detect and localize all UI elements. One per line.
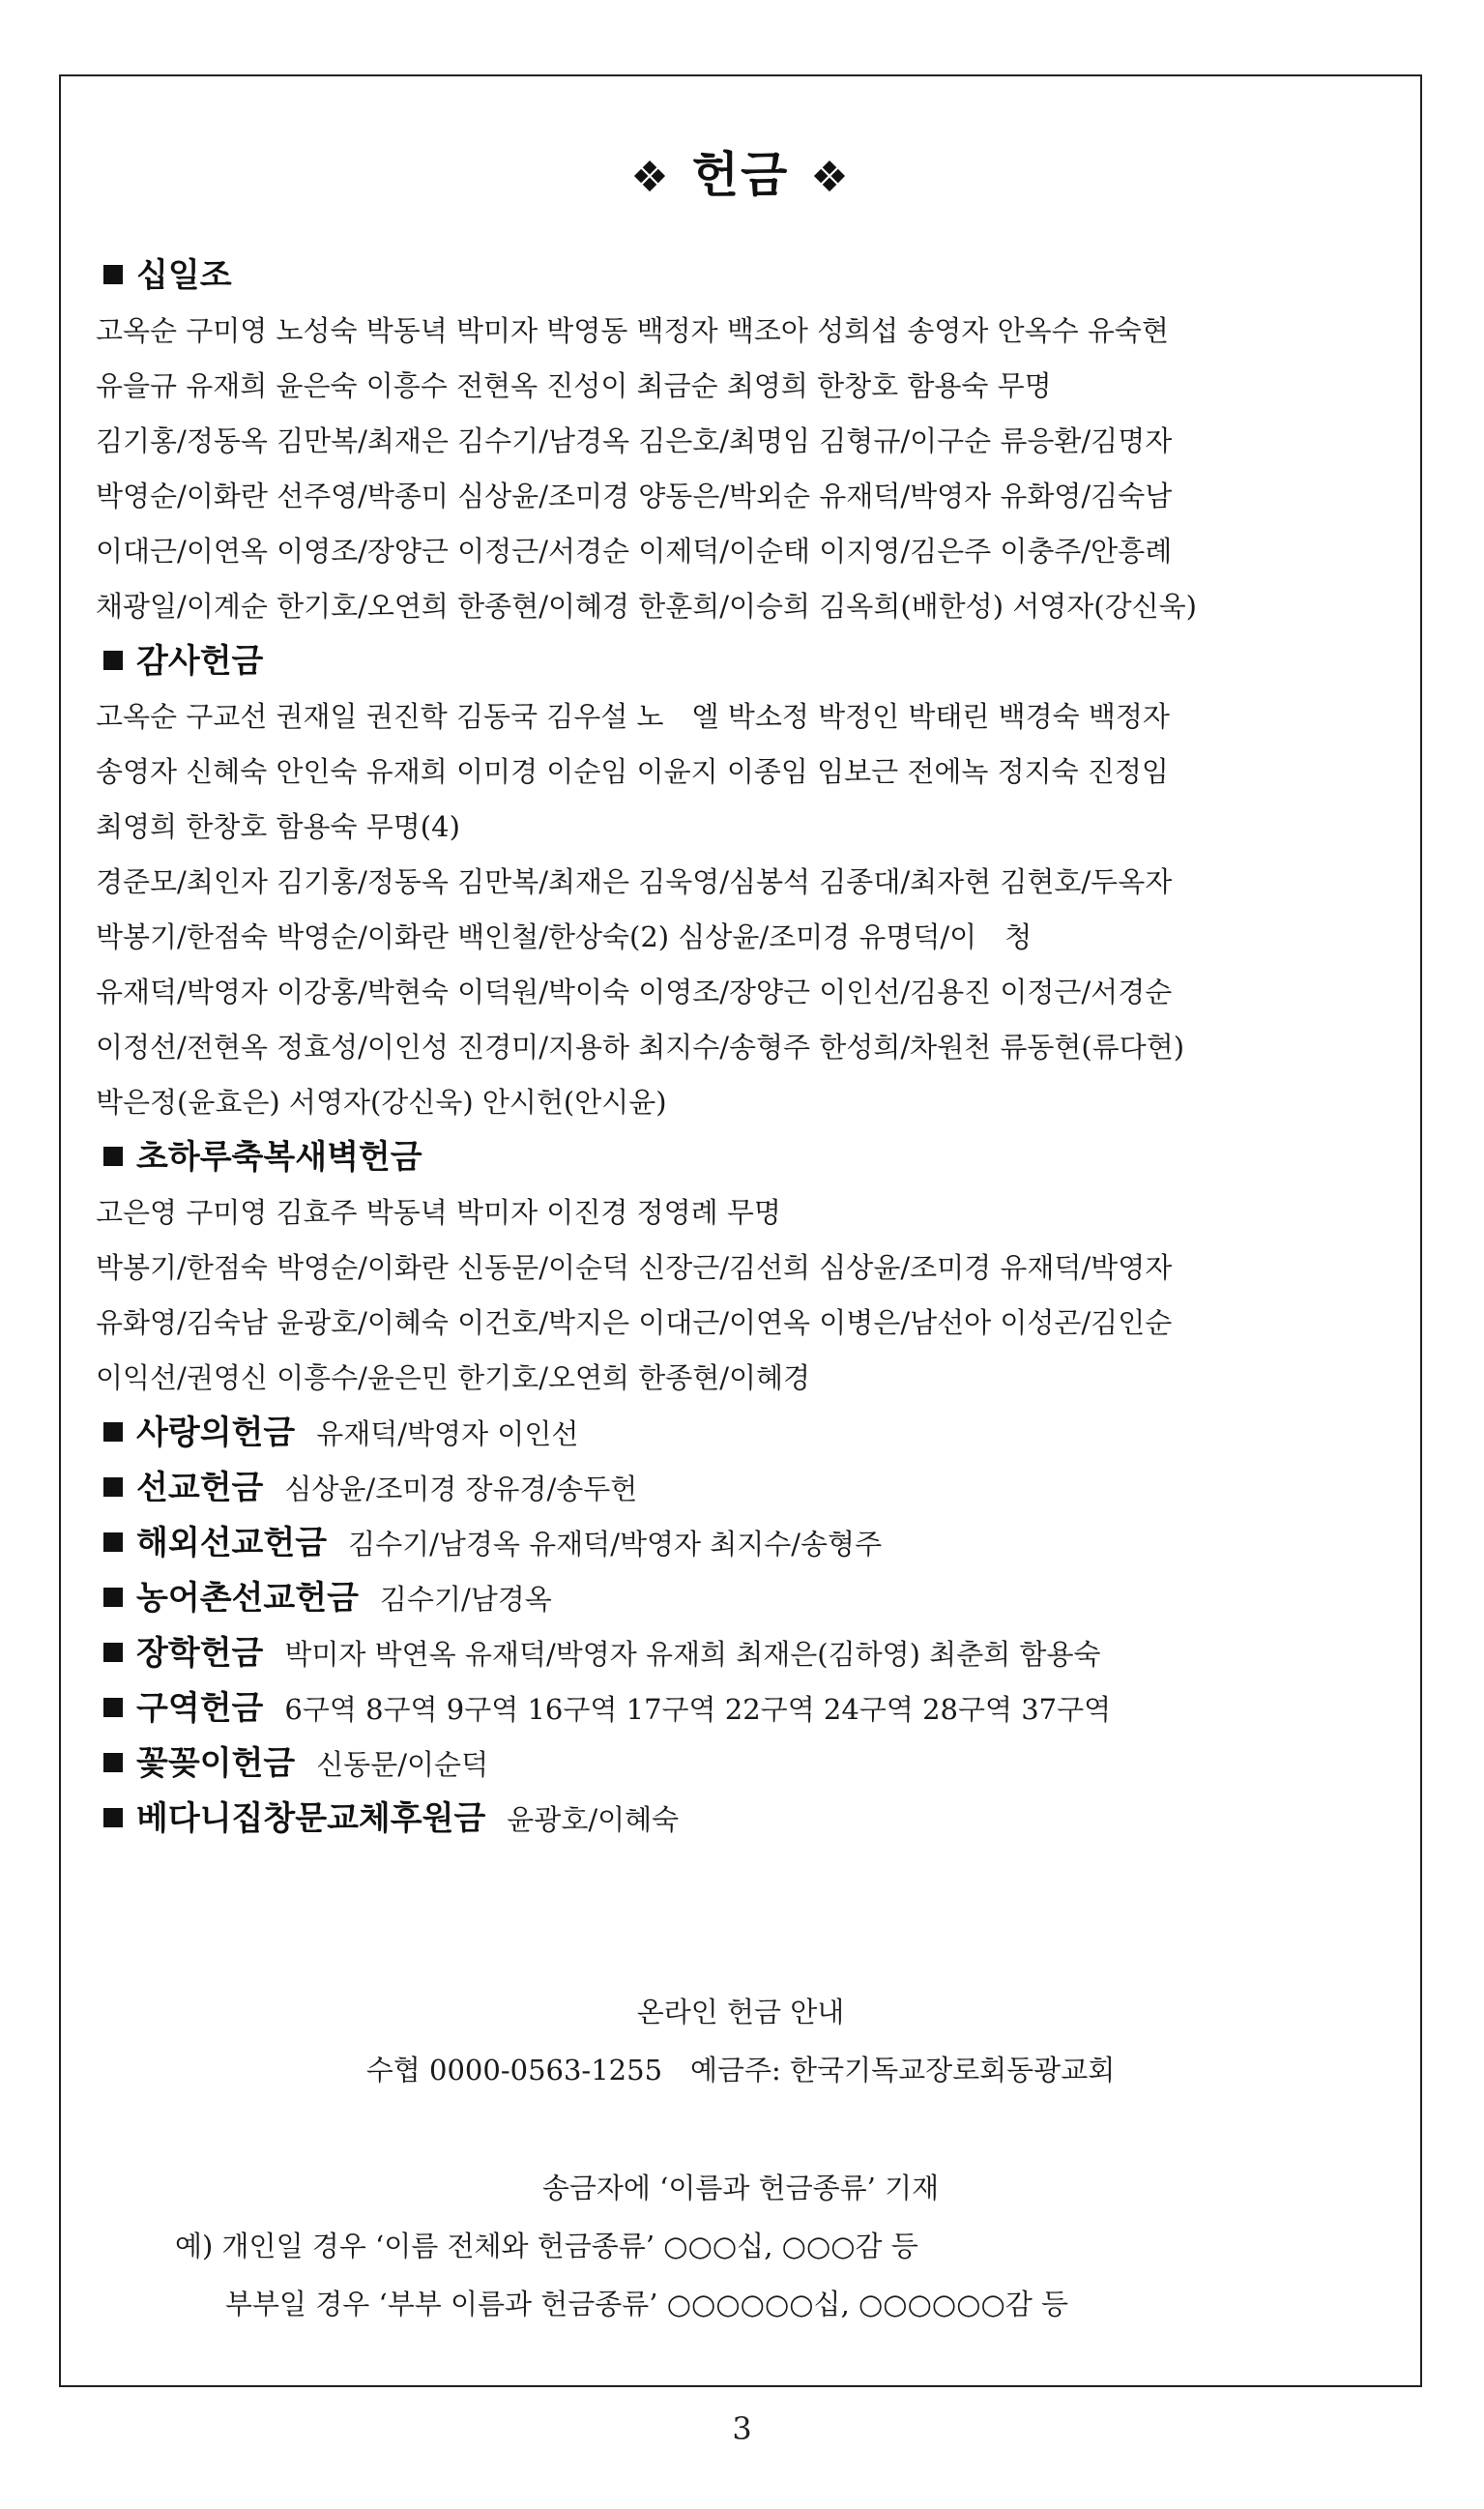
square-bullet-icon bbox=[103, 265, 123, 284]
diamond-right-icon: ❖ bbox=[810, 153, 851, 202]
square-bullet-icon bbox=[103, 1643, 123, 1662]
section-title: 꽃꽂이헌금 bbox=[136, 1744, 296, 1783]
square-bullet-icon bbox=[103, 1422, 123, 1442]
section-heading-thanksgiving bbox=[96, 634, 1391, 689]
page-title-text: 헌금 bbox=[691, 147, 790, 203]
example-individual: 예) 개인일 경우 ‘이름 전체와 헌금종류’ ○○○십, ○○○감 등 bbox=[175, 2230, 918, 2262]
offering-page-frame bbox=[59, 74, 1422, 2387]
section-title: 사랑의헌금 bbox=[136, 1414, 296, 1452]
section-love-offering bbox=[96, 1406, 1391, 1461]
section-rural-mission-offering bbox=[96, 1571, 1391, 1626]
section-title: 장학헌금 bbox=[136, 1634, 264, 1673]
section-mission-offering bbox=[96, 1461, 1391, 1516]
online-offering-title: 온라인 헌금 안내 bbox=[636, 1996, 845, 2028]
name-line: 송영자 신혜숙 안인숙 유재희 이미경 이순임 이윤지 이종임 임보근 전에녹 정지숙 진정임 bbox=[96, 755, 1169, 788]
section-names: 김수기/남경옥 유재덕/박영자 최지수/송형주 bbox=[348, 1528, 883, 1561]
square-bullet-icon bbox=[103, 1753, 123, 1772]
name-line: 박봉기/한점숙 박영순/이화란 신동문/이순덕 신장근/김선희 심상윤/조미경 유재덕/박영자 bbox=[96, 1251, 1173, 1284]
square-bullet-icon bbox=[103, 1532, 123, 1552]
square-bullet-icon bbox=[103, 651, 123, 670]
section-district-offering bbox=[96, 1681, 1391, 1736]
section-names: 심상윤/조미경 장유경/송두헌 bbox=[284, 1473, 638, 1505]
square-bullet-icon bbox=[103, 1698, 123, 1717]
name-line: 박봉기/한점숙 박영순/이화란 백인철/한상숙(2) 심상윤/조미경 유명덕/이 청 bbox=[96, 920, 1033, 953]
section-names: 김수기/남경옥 bbox=[379, 1583, 552, 1616]
page-title bbox=[61, 136, 1420, 206]
square-bullet-icon bbox=[103, 1588, 123, 1607]
section-names: 박미자 박연옥 유재덕/박영자 유재희 최재은(김하영) 최춘희 함용숙 bbox=[284, 1638, 1101, 1671]
name-line: 박은정(윤효은) 서영자(강신욱) 안시헌(안시윤) bbox=[96, 1086, 667, 1119]
name-line: 이정선/전현옥 정효성/이인성 진경미/지용하 최지수/송형주 한성희/차원천 류동현(류다현) bbox=[96, 1031, 1185, 1064]
remittance-instruction: 송금자에 ‘이름과 헌금종류’ 기재 bbox=[541, 2172, 940, 2204]
section-names: 윤광호/이혜숙 bbox=[507, 1803, 680, 1836]
example-couple: 부부일 경우 ‘부부 이름과 헌금종류’ ○○○○○○십, ○○○○○○감 등 bbox=[225, 2288, 1069, 2320]
online-offering-info bbox=[61, 1983, 1420, 2333]
section-title: 십일조 bbox=[136, 256, 232, 295]
square-bullet-icon bbox=[103, 1808, 123, 1827]
name-line: 경준모/최인자 김기홍/정동옥 김만복/최재은 김욱영/심봉석 김종대/최자현 김현호/두옥자 bbox=[96, 865, 1173, 898]
diamond-left-icon: ❖ bbox=[630, 153, 671, 202]
bank-account: 수협 0000-0563-1255 예금주: 한국기독교장로회동광교회 bbox=[365, 2054, 1116, 2086]
section-names: 신동문/이순덕 bbox=[316, 1748, 489, 1781]
name-line: 유화영/김숙남 윤광호/이혜숙 이건호/박지은 이대근/이연옥 이병은/남선아 이성곤/김인순 bbox=[96, 1306, 1173, 1339]
section-flower-offering bbox=[96, 1736, 1391, 1792]
spacer bbox=[61, 2099, 1420, 2159]
section-window-replacement-fund bbox=[96, 1792, 1391, 1847]
section-title: 해외선교헌금 bbox=[136, 1524, 328, 1562]
section-title: 감사헌금 bbox=[136, 642, 264, 681]
section-title: 선교헌금 bbox=[136, 1469, 264, 1507]
name-line: 이익선/권영신 이흥수/윤은민 한기호/오연희 한종현/이혜경 bbox=[96, 1361, 811, 1394]
section-title: 베다니집창문교체후원금 bbox=[136, 1799, 486, 1838]
section-scholarship-offering bbox=[96, 1626, 1391, 1681]
section-names: 6구역 8구역 9구역 16구역 17구역 22구역 24구역 28구역 37구역 bbox=[284, 1693, 1112, 1726]
name-line: 박영순/이화란 선주영/박종미 심상윤/조미경 양동은/박외순 유재덕/박영자 유화영/김숙남 bbox=[96, 480, 1173, 512]
offering-list bbox=[96, 248, 1391, 1847]
square-bullet-icon bbox=[103, 1477, 123, 1497]
name-line: 이대근/이연옥 이영조/장양근 이정근/서경순 이제덕/이순태 이지영/김은주 이충주/안흥례 bbox=[96, 535, 1173, 568]
name-line: 고옥순 구미영 노성숙 박동녁 박미자 박영동 백정자 백조아 성희섭 송영자 안옥수 유숙현 bbox=[96, 314, 1169, 347]
section-heading-tithe bbox=[96, 248, 1391, 304]
name-line: 최영희 한창호 함용숙 무명(4) bbox=[96, 810, 460, 843]
name-line: 김기홍/정동옥 김만복/최재은 김수기/남경옥 김은호/최명임 김형규/이구순 류응환/김명자 bbox=[96, 424, 1173, 457]
section-title: 농어촌선교헌금 bbox=[136, 1579, 359, 1618]
name-line: 채광일/이계순 한기호/오연희 한종현/이혜경 한훈희/이승희 김옥희(배한성) 서영자(강신욱) bbox=[96, 590, 1197, 623]
name-line: 유을규 유재희 윤은숙 이흥수 전현옥 진성이 최금순 최영희 한창호 함용숙 무명 bbox=[96, 369, 1052, 402]
section-names: 유재덕/박영자 이인선 bbox=[316, 1417, 579, 1450]
name-line: 유재덕/박영자 이강홍/박현숙 이덕원/박이숙 이영조/장양근 이인선/김용진 이정근/서경순 bbox=[96, 976, 1173, 1008]
section-overseas-mission-offering bbox=[96, 1516, 1391, 1571]
name-line: 고은영 구미영 김효주 박동녁 박미자 이진경 정영례 무명 bbox=[96, 1196, 781, 1229]
section-heading-dawn-blessing bbox=[96, 1130, 1391, 1185]
name-line: 고옥순 구교선 권재일 권진학 김동국 김우설 노 엘 박소정 박정인 박태린 백경숙 백정자 bbox=[96, 700, 1170, 733]
section-title: 초하루축복새벽헌금 bbox=[136, 1138, 422, 1177]
section-title: 구역헌금 bbox=[136, 1689, 264, 1728]
square-bullet-icon bbox=[103, 1147, 123, 1166]
page-number: 3 bbox=[732, 2410, 752, 2447]
